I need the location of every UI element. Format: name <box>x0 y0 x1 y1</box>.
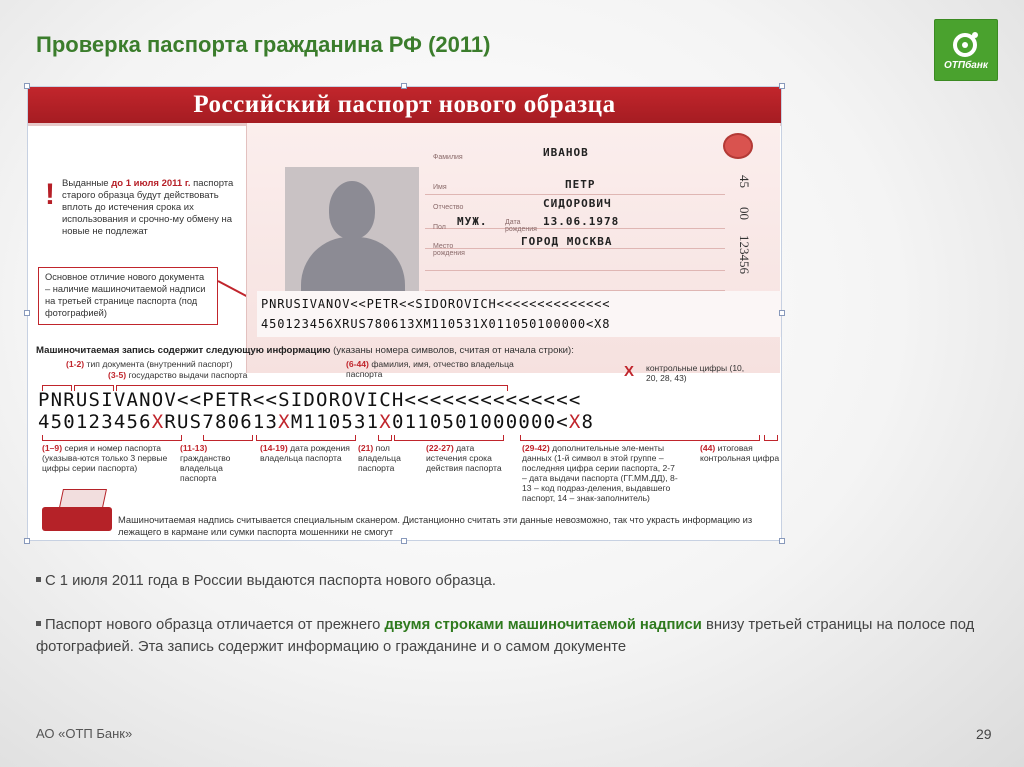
footer-company: АО «ОТП Банк» <box>36 726 133 741</box>
slide-title: Проверка паспорта гражданина РФ (2011) <box>36 32 491 57</box>
emblem-icon <box>723 133 753 159</box>
label-sex: Пол <box>433 224 446 231</box>
label-sex-mrz: (21) пол владельца паспорта <box>358 443 401 473</box>
label-series: (1–9) серия и номер паспорта (указыва-ются только 3 первые цифры серии паспорта) <box>42 443 168 473</box>
bullet-item: С 1 июля 2011 года в России выдаются паспорта нового образца. <box>36 570 986 592</box>
label-additional: (29-42) дополнительные эле-менты данных (1-й символ в этой группе – последняя цифра серии паспорта, 2-7 – дата выдачи паспорта (ГГ.ММ.ДД), 8-13 – код подраз-деления, выдавшего паспорт, 14 – знак-заполнитель) <box>522 443 678 503</box>
warning-icon: ! <box>45 178 55 211</box>
bullet-square-icon <box>36 621 41 626</box>
label-country: (3-5) государство выдачи паспорта <box>108 370 248 380</box>
bullet-item: Паспорт нового образца отличается от прежнего двумя строками машиночитаемой надписи внизу третьей страницы на полосе под фотографией. Эта запись содержит информацию о гражданине и о самом документе <box>36 617 975 655</box>
scanner-note: Машиночитаемая надпись считывается специальным сканером. Дистанционно считать эти данные невозможно, так что украсть информацию из лежащего в кармане или сумки паспорта мошенники не смогут <box>118 514 753 537</box>
passport-page <box>246 123 780 373</box>
control-digits-note: контрольные цифры (10, 20, 28, 43) <box>646 363 745 383</box>
otp-logo-icon <box>951 30 981 58</box>
value-name: ПЕТР <box>565 178 596 191</box>
resize-handle[interactable] <box>24 83 30 89</box>
passport-infographic <box>27 86 782 541</box>
label-birth-date-mrz: (14-19) дата рождения владельца паспорта <box>260 443 350 463</box>
value-birth-date: 13.06.1978 <box>543 215 620 228</box>
label-birth-place: Место рождения <box>433 243 465 257</box>
resize-handle[interactable] <box>401 83 407 89</box>
serial-part-2: 00 <box>737 207 752 220</box>
value-surname: ИВАНОВ <box>543 146 589 159</box>
passport-mrz-line-2: 450123456XRUS780613XM110531X011050100000<X8 <box>261 317 611 331</box>
page-number: 29 <box>976 726 992 742</box>
value-sex: МУЖ. <box>457 215 488 228</box>
passport-photo <box>285 167 419 297</box>
big-mrz-line-1: PNRUSIVANOV<<PETR<<SIDOROVICH<<<<<<<<<<<<<< <box>38 389 582 411</box>
main-difference-note: Основное отличие нового документа – наличие машиночитаемой надписи на третьей странице паспорта (под фотографией) <box>38 267 218 325</box>
label-expiry: (22-27) дата истечения срока действия паспорта <box>426 443 502 473</box>
resize-handle[interactable] <box>779 83 785 89</box>
label-citizenship: (11-13) гражданство владельца паспорта <box>180 443 231 483</box>
control-digit-marker: X <box>624 363 635 380</box>
value-birth-place: ГОРОД МОСКВА <box>521 235 613 248</box>
otp-bank-logo <box>934 19 998 81</box>
old-passport-note: Выданные до 1 июля 2011 г. паспорта старого образца будут действовать вплоть до истечения срока их использования и срочно-му обмену на новые не подлежат <box>62 178 234 237</box>
resize-handle[interactable] <box>24 310 30 316</box>
label-doc-type: (1-2) тип документа (внутренний паспорт) <box>66 359 233 369</box>
resize-handle[interactable] <box>779 538 785 544</box>
value-patronymic: СИДОРОВИЧ <box>543 197 612 210</box>
mrz-heading: Машиночитаемая запись содержит следующую информацию (указаны номера символов, считая от начала строки): <box>36 345 574 356</box>
resize-handle[interactable] <box>779 310 785 316</box>
label-surname: Фамилия <box>433 154 463 161</box>
passport-mrz-zone <box>257 291 781 337</box>
resize-handle[interactable] <box>24 538 30 544</box>
figure-banner: Российский паспорт нового образца <box>28 87 781 123</box>
bullet-square-icon <box>36 577 41 582</box>
passport-mrz-line-1: PNRUSIVANOV<<PETR<<SIDOROVICH<<<<<<<<<<<<<< <box>261 297 611 311</box>
label-patronymic: Отчество <box>433 204 464 211</box>
serial-part-3: 123456 <box>737 235 752 274</box>
label-name: Имя <box>433 184 447 191</box>
label-birth-date: Дата рождения <box>505 219 537 233</box>
bullet-list <box>36 570 986 680</box>
big-mrz-line-2: 450123456XRUS780613XM110531X0110501000000<X8 <box>38 411 595 433</box>
serial-part-1: 45 <box>737 175 752 188</box>
logo-wordmark: ОТПбанк <box>944 59 988 71</box>
scanner-icon <box>38 485 116 533</box>
label-fio: (6-44) фамилия, имя, отчество владельца паспорта <box>346 359 514 379</box>
label-final-check: (44) итоговая контрольная цифра <box>700 443 780 463</box>
silhouette-icon <box>329 181 375 239</box>
resize-handle[interactable] <box>401 538 407 544</box>
